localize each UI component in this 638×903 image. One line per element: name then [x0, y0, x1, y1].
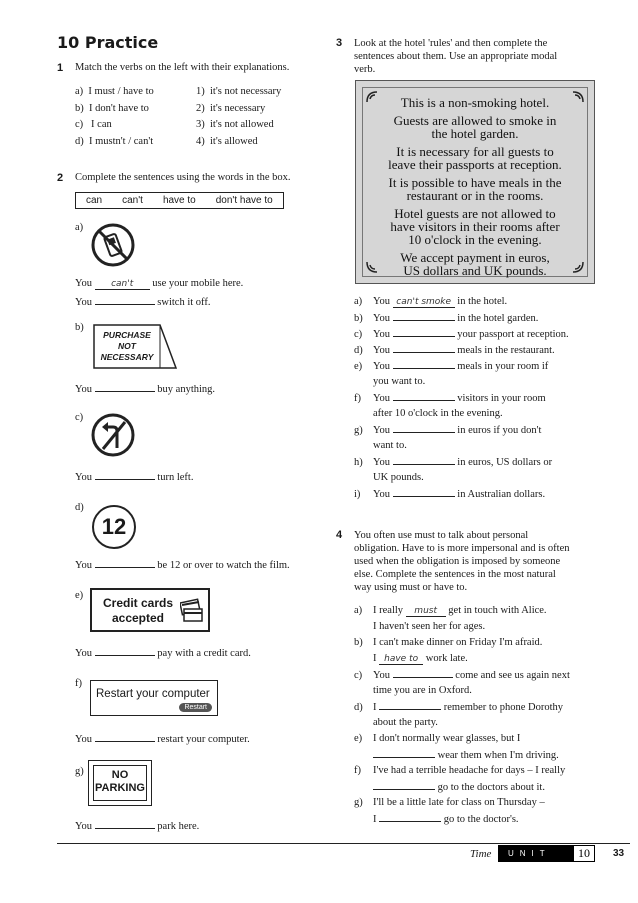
q1-left-item: I can [91, 119, 112, 130]
hotel-rule: This is a non-smoking hotel. [400, 95, 550, 110]
hotel-rule: Hotel guests are not allowed to [394, 206, 556, 221]
q4-item-continuation: I haven't seen her for ages. [373, 621, 486, 632]
q4-instruction: You often use must to talk about personal obligation. Have to is more impersonal and is often used when the obligation is imposed by someone else. Complete the sentences in the most natural way using must or have to. [354, 530, 570, 593]
hotel-rule: It is possible to have meals in the [388, 175, 562, 190]
page-title: 10 Practice [57, 33, 159, 52]
q1-instruction: Match the verbs on the left with their explanations. [75, 62, 290, 73]
answer-blank[interactable] [379, 811, 441, 822]
q4-item: b) I can't make dinner on Friday I'm afraid. [354, 637, 543, 648]
q3-item: f) You visitors in your room [354, 390, 569, 406]
q3-item: g) You in euros if you don't [354, 422, 569, 438]
q4-item-continuation: about the party. [373, 717, 438, 728]
footer-section-name: Time [470, 848, 492, 860]
word-box-item: don't have to [215, 195, 273, 206]
q3-item: c) You your passport at reception. [354, 326, 569, 342]
q1-left-item: I don't have to [89, 102, 149, 114]
hotel-rule: Guests are allowed to smoke in [393, 113, 557, 128]
answer-blank[interactable] [95, 557, 155, 568]
answer-blank[interactable] [373, 779, 435, 790]
answer-blank[interactable] [393, 422, 455, 433]
q3-item-continuation: UK pounds. [373, 472, 424, 483]
q4-item-continuation: time you are in Oxford. [373, 685, 472, 696]
q2-g-letter: g) [75, 766, 84, 777]
q3-number: 3 [336, 37, 343, 49]
answer-blank[interactable] [393, 486, 455, 497]
credit-cards-accepted-sign: Credit cards accepted [90, 588, 210, 632]
answer-blank[interactable] [393, 454, 455, 465]
q1-right-column: 1) it's not necessary 2) it's necessary 3) it's not allowed 4) it's allowed [196, 86, 282, 147]
q3-items [354, 294, 569, 502]
q4-item: f) I've had a terrible headache for days – I really [354, 765, 566, 776]
hotel-rule: leave their passports at reception. [388, 157, 562, 172]
q2-d-letter: d) [75, 502, 84, 513]
q3-item: b) You in the hotel garden. [354, 310, 569, 326]
q2-e-letter: e) [75, 590, 84, 601]
q3-item: i) You in Australian dollars. [354, 486, 569, 502]
hotel-rule: We accept payment in euros, [400, 250, 550, 265]
q2-b-sentence: You buy anything. [75, 381, 215, 395]
footer-rule [57, 843, 630, 844]
answer-blank[interactable] [373, 747, 435, 758]
age-rating-badge: 12 [92, 505, 136, 549]
answer-blank[interactable] [95, 645, 155, 656]
q1-right-item: it's allowed [210, 135, 258, 147]
no-parking-sign-frame [88, 760, 152, 806]
q2-number: 2 [57, 172, 64, 184]
hotel-rule: restaurant or in the rooms. [406, 188, 544, 203]
q3-item-continuation: you want to. [373, 376, 426, 387]
word-box-item: can't [122, 195, 143, 206]
page-number: 33 [613, 848, 625, 859]
q2-a-answer: can't [95, 279, 150, 290]
q4-b-answer: have to [379, 654, 423, 665]
q2-b-letter: b) [75, 322, 84, 333]
q1-left-column: a) I must / have to b) I don't have to c) I can d) I mustn't / can't [75, 86, 154, 147]
no-parking-sign: NO PARKING [93, 765, 147, 801]
q4-item: a) I really must get in touch with Alice. [354, 605, 547, 616]
q4-item-continuation: wear them when I'm driving. [354, 747, 570, 763]
q3-item: d) You meals in the restaurant. [354, 342, 569, 358]
q4-item: c) You come and see us again next [354, 667, 570, 683]
q4-item-continuation: I go to the doctor's. [354, 811, 570, 827]
answer-blank[interactable] [393, 358, 455, 369]
hotel-rule: have visitors in their rooms after [390, 219, 560, 234]
credit-card-icon [180, 598, 204, 624]
hotel-rule: the hotel garden. [431, 126, 519, 141]
q3-a-answer: can't smoke [393, 297, 455, 308]
answer-blank[interactable] [393, 326, 455, 337]
answer-blank[interactable] [95, 294, 155, 305]
answer-blank[interactable] [393, 342, 455, 353]
q1-right-item: it's not allowed [210, 119, 274, 130]
answer-blank[interactable] [393, 667, 453, 678]
no-left-turn-icon [90, 412, 136, 458]
q2-g-sentence: You park here. [75, 818, 199, 832]
restart-dialog [90, 680, 218, 716]
footer-unit-number: 10 [573, 845, 595, 862]
q2-instruction: Complete the sentences using the words in the box. [75, 172, 291, 183]
answer-blank[interactable] [95, 731, 155, 742]
q4-item: e) I don't normally wear glasses, but I [354, 733, 521, 744]
word-box [75, 192, 284, 209]
purchase-not-necessary-sign: PURCHASE NOT NECESSARY [92, 322, 178, 370]
q2-a-sentence-2: You switch it off. [75, 294, 210, 308]
q2-a-sentence-1: You can't use your mobile here. [75, 278, 244, 289]
restart-dialog-message: Restart your computer [96, 688, 210, 700]
word-box-item: have to [162, 195, 196, 206]
q2-c-letter: c) [75, 412, 84, 423]
footer-unit-label: UNIT [508, 849, 551, 858]
q1-left-item: I mustn't / can't [89, 135, 154, 147]
q3-instruction: Look at the hotel 'rules' and then complete the sentences about them. Use an appropriate modal verb. [354, 38, 558, 75]
q3-item: h) You in euros, US dollars or [354, 454, 569, 470]
q4-a-answer: must [406, 606, 446, 617]
answer-blank[interactable] [95, 818, 155, 829]
q2-d-sentence: You be 12 or over to watch the film. [75, 557, 290, 571]
answer-blank[interactable] [393, 390, 455, 401]
q4-item: g) I'll be a little late for class on Thursday – [354, 797, 545, 808]
q4-item-continuation: go to the doctors about it. [354, 779, 570, 795]
q2-f-sentence: You restart your computer. [75, 731, 250, 745]
hotel-rule: It is necessary for all guests to [396, 144, 554, 159]
q1-left-item: I must / have to [88, 86, 154, 97]
q1-right-item: it's necessary [210, 102, 266, 114]
q3-item-continuation: after 10 o'clock in the evening. [373, 408, 503, 419]
answer-blank[interactable] [95, 469, 155, 480]
q4-item-continuation: I have to work late. [373, 653, 468, 664]
answer-blank[interactable] [393, 310, 455, 321]
word-box-item: can [86, 195, 103, 206]
q1-number: 1 [57, 62, 64, 74]
q2-a-letter: a) [75, 222, 84, 233]
q4-items [354, 603, 570, 827]
q4-number: 4 [336, 529, 343, 541]
q1-right-item: it's not necessary [210, 86, 282, 97]
hotel-rule: US dollars and UK pounds. [403, 263, 547, 278]
no-mobile-phone-icon [90, 222, 136, 268]
q2-f-letter: f) [75, 678, 82, 689]
hotel-rule: 10 o'clock in the evening. [408, 232, 542, 247]
q2-e-sentence: You pay with a credit card. [75, 645, 251, 659]
q2-c-sentence: You turn left. [75, 469, 193, 483]
answer-blank[interactable] [95, 381, 155, 392]
q3-item: a) You can't smoke in the hotel. [354, 296, 508, 307]
hotel-rules-board [355, 80, 595, 284]
q3-item: e) You meals in your room if [354, 358, 569, 374]
answer-blank[interactable] [379, 699, 441, 710]
q3-item-continuation: want to. [373, 440, 407, 451]
restart-button: Restart [179, 703, 212, 712]
q4-item: d) I remember to phone Dorothy [354, 699, 570, 715]
